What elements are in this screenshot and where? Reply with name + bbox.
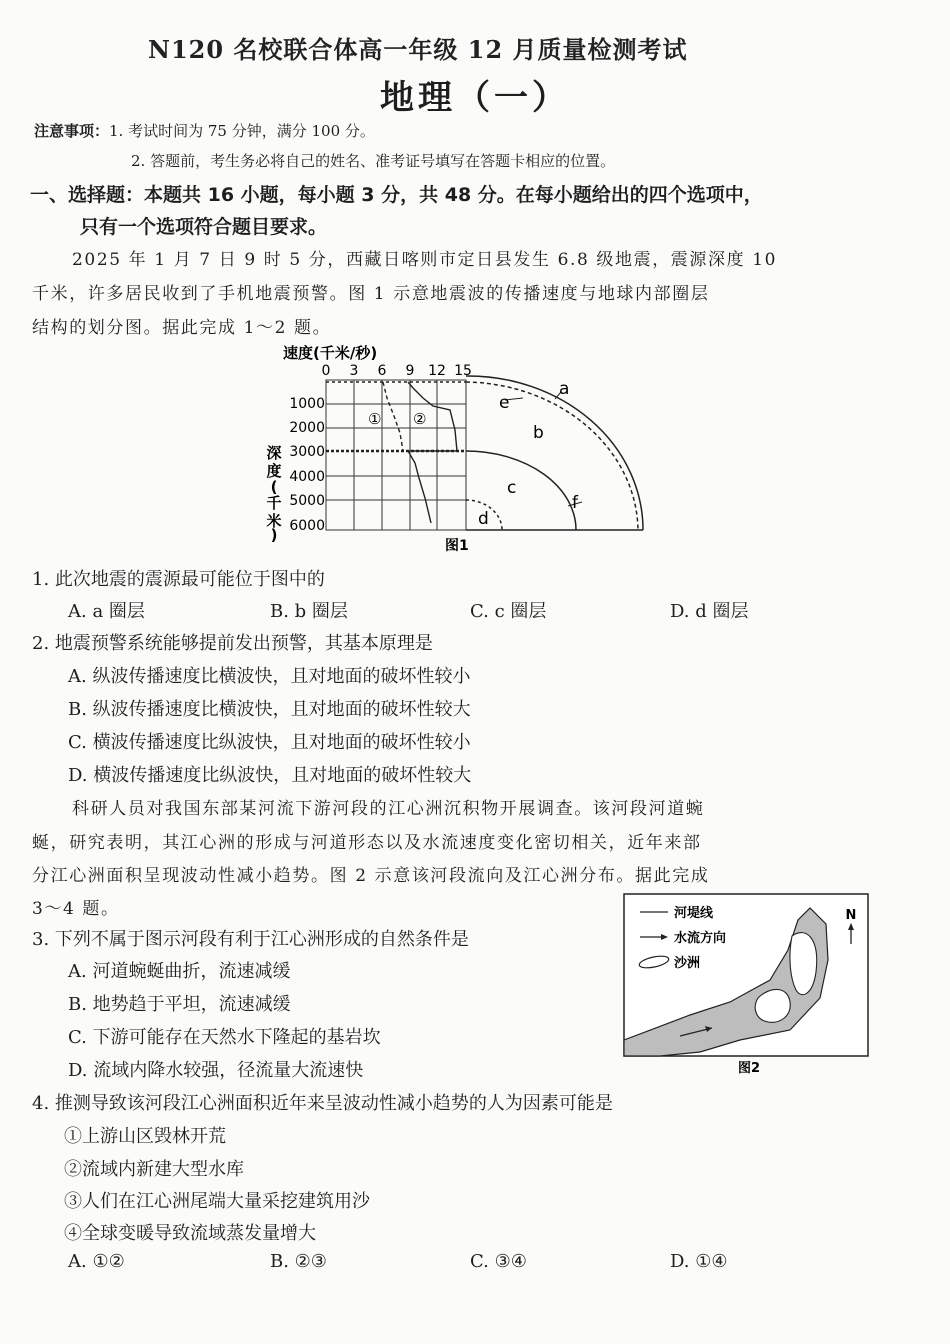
figure1-x-tick: 9: [405, 363, 415, 379]
q4-option-c: C. ③④: [470, 1251, 527, 1272]
svg-text:米: 米: [266, 512, 282, 530]
exam-header-line: N120 名校联合体高一年级 12 月质量检测考试: [148, 35, 688, 64]
figure1-y-tick: 6000: [289, 518, 325, 534]
passage2-line-4: 3～4 题。: [32, 899, 120, 919]
q1-option-c: C. c 圈层: [470, 601, 547, 622]
figure2-river-map: [620, 890, 872, 1080]
figure1-caption: 图1: [445, 538, 469, 554]
passage2-line-3: 分江心洲面积呈现波动性减小趋势。图 2 示意该河段流向及江心洲分布。据此完成: [32, 866, 710, 886]
q2-option-b: B. 纵波传播速度比横波快，且对地面的破坏性较大: [68, 699, 471, 720]
figure1-curve1-label: ①: [368, 410, 382, 428]
figure1-y-label: [265, 444, 281, 544]
figure2-sandbar-1: [790, 933, 817, 995]
figure1-y-tick: 2000: [289, 420, 325, 436]
figure1-wave-diagram: [255, 338, 655, 560]
q4-option-d: D. ①④: [670, 1251, 728, 1272]
page-title: 地理（一）: [380, 78, 570, 118]
figure2-caption: 图2: [738, 1061, 761, 1076]
notice-line-1: [34, 120, 375, 141]
q4-statement-2: ②流域内新建大型水库: [64, 1159, 244, 1180]
svg-text:(: (: [270, 478, 278, 496]
q4-option-b: B. ②③: [270, 1251, 327, 1272]
figure1-s-wave-curve: [383, 382, 403, 451]
figure1-crust-boundary: [466, 382, 638, 530]
q4-statement-1: ①上游山区毁林开荒: [64, 1126, 226, 1147]
q3-option-d: D. 流域内降水较强，径流量大流速快: [68, 1060, 364, 1081]
q3-option-c: C. 下游可能存在天然水下隆起的基岩坎: [68, 1027, 381, 1048]
figure1-layer-e: e: [499, 393, 510, 413]
figure1-x-tick: 6: [377, 363, 387, 379]
figure2-north-label: N: [845, 908, 857, 923]
q3-option-b: B. 地势趋于平坦，流速减缓: [68, 994, 291, 1015]
q4-stem: 4. 推测导致该河段江心洲面积近年来呈波动性减小趋势的人为因素可能是: [32, 1093, 613, 1114]
passage1-line-3: 结构的划分图。据此完成 1～2 题。: [32, 318, 332, 338]
q4-statement-4: ④全球变暖导致流域蒸发量增大: [64, 1223, 316, 1244]
figure1-layer-d: d: [478, 509, 489, 529]
figure2-legend-flow: 水流方向: [674, 931, 727, 946]
q2-stem: 2. 地震预警系统能够提前发出预警，其基本原理是: [32, 633, 433, 654]
figure1-layer-b: b: [533, 423, 544, 443]
figure1-axis-title: 速度(千米/秒): [283, 344, 378, 362]
figure1-x-tick: 12: [428, 363, 446, 379]
notice-item-2: 2. 答题前，考生务必将自己的姓名、准考证号填写在答题卡相应的位置。: [131, 152, 616, 170]
passage1-line-1: 2025 年 1 月 7 日 9 时 5 分，西藏日喀则市定日县发生 6.8 级地震，震源深度 10: [72, 250, 778, 270]
notice-item-1: 1. 考试时间为 75 分钟，满分 100 分。: [109, 122, 375, 140]
figure1-layer-f: f: [572, 493, 578, 513]
svg-text:): ): [270, 526, 278, 544]
figure1-y-tick: 3000: [289, 444, 325, 460]
q4-option-a: A. ①②: [68, 1251, 125, 1272]
figure1-x-tick: 0: [321, 363, 331, 379]
figure1-y-tick: 4000: [289, 469, 325, 485]
figure1-y-tick: 5000: [289, 493, 325, 509]
q4-statement-3: ③人们在江心洲尾端大量采挖建筑用沙: [64, 1191, 370, 1212]
svg-text:度: 度: [266, 462, 282, 480]
figure2-legend-bar: 沙洲: [674, 956, 701, 971]
passage2-line-2: 蜒，研究表明，其江心洲的形成与河道形态以及水流速度变化密切相关，近年来部: [32, 833, 702, 853]
q3-option-a: A. 河道蜿蜒曲折，流速减缓: [68, 961, 291, 982]
q1-option-a: A. a 圈层: [68, 601, 145, 622]
q1-stem: 1. 此次地震的震源最可能位于图中的: [32, 569, 325, 590]
passage1-line-2: 千米，许多居民收到了手机地震预警。图 1 示意地震波的传播速度与地球内部圈层: [32, 284, 710, 304]
notice-label: 注意事项：: [34, 122, 110, 140]
figure1-p-wave-curve: [408, 382, 457, 523]
figure1-x-tick: 15: [454, 363, 472, 379]
section-heading-line-1: 一、选择题：本题共 16 小题，每小题 3 分，共 48 分。在每小题给出的四个选项中，: [30, 184, 763, 206]
svg-text:深: 深: [266, 444, 282, 462]
svg-text:千: 千: [266, 494, 282, 512]
figure1-x-tick: 3: [349, 363, 359, 379]
figure1-y-tick: 1000: [289, 396, 325, 412]
q2-option-a: A. 纵波传播速度比横波快，且对地面的破坏性较小: [68, 666, 471, 687]
figure1-layer-c: c: [507, 478, 517, 498]
q1-option-b: B. b 圈层: [270, 601, 348, 622]
q3-stem: 3. 下列不属于图示河段有利于江心洲形成的自然条件是: [32, 929, 469, 950]
figure1-grid: [326, 380, 466, 530]
figure1-curve2-label: ②: [413, 410, 427, 428]
figure1-layer-a: a: [559, 379, 570, 399]
q2-option-c: C. 横波传播速度比纵波快，且对地面的破坏性较小: [68, 732, 471, 753]
q1-option-d: D. d 圈层: [670, 601, 749, 622]
passage2-line-1: 科研人员对我国东部某河流下游河段的江心洲沉积物开展调查。该河段河道蜿: [72, 799, 705, 819]
section-heading-line-2: 只有一个选项符合题目要求。: [80, 216, 328, 238]
figure2-legend-levee: 河堤线: [674, 906, 714, 921]
q2-option-d: D. 横波传播速度比纵波快，且对地面的破坏性较大: [68, 765, 472, 786]
